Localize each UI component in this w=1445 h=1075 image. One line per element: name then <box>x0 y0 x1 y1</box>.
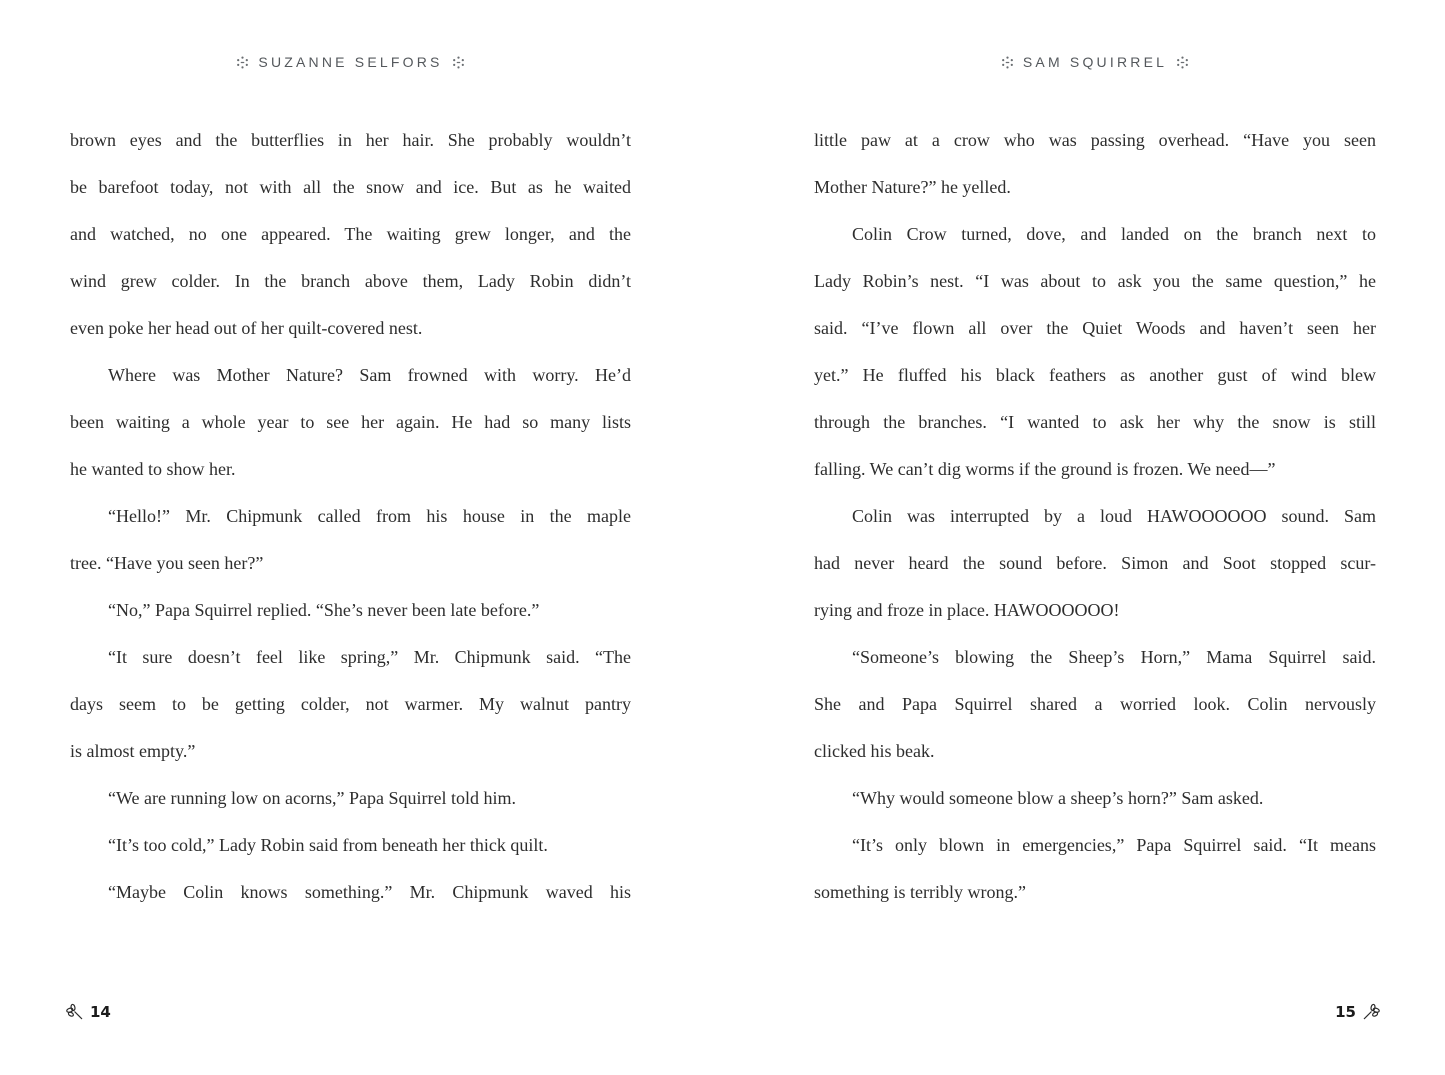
text-line: is almost empty.” <box>70 741 196 761</box>
text-line: “Someone’s blowing the Sheep’s Horn,” Mama Squirrel said. <box>852 647 1376 667</box>
text-line: “Hello!” Mr. Chipmunk called from his house in the maple <box>108 506 631 526</box>
text-line: days seem to be getting colder, not warmer. My walnut pantry <box>70 694 631 714</box>
text-line: little paw at a crow who was passing overhead. “Have you seen <box>814 130 1376 150</box>
text-line: be barefoot today, not with all the snow and ice. But as he waited <box>70 177 631 197</box>
text-line: “Maybe Colin knows something.” Mr. Chipmunk waved his <box>108 882 631 902</box>
text-line: brown eyes and the butterflies in her hair. She probably wouldn’t <box>70 130 631 150</box>
text-line: he wanted to show her. <box>70 459 236 479</box>
page-number: 15 <box>1335 1003 1356 1021</box>
text-line: Where was Mother Nature? Sam frowned with worry. He’d <box>108 365 631 385</box>
text-line: Lady Robin’s nest. “I was about to ask you the same question,” he <box>814 271 1376 291</box>
text-line: She and Papa Squirrel shared a worried look. Colin nervously <box>814 694 1376 714</box>
text-line: Mother Nature?” he yelled. <box>814 177 1011 197</box>
text-line: something is terribly wrong.” <box>814 882 1026 902</box>
text-line: clicked his beak. <box>814 741 935 761</box>
snowflake-ornament-icon <box>1176 56 1189 69</box>
text-line: wind grew colder. In the branch above them, Lady Robin didn’t <box>70 271 631 291</box>
text-line: been waiting a whole year to see her again. He had so many lists <box>70 412 631 432</box>
text-line: and watched, no one appeared. The waiting grew longer, and the <box>70 224 631 244</box>
text-line: rying and froze in place. HAWOOOOOO! <box>814 600 1120 620</box>
text-line: “No,” Papa Squirrel replied. “She’s never been late before.” <box>108 600 540 620</box>
text-line: Colin Crow turned, dove, and landed on the branch next to <box>852 224 1376 244</box>
snowflake-ornament-icon <box>452 56 465 69</box>
snowflake-ornament-icon <box>236 56 249 69</box>
text-line: “It’s too cold,” Lady Robin said from beneath her thick quilt. <box>108 835 548 855</box>
snowflake-ornament-icon <box>1001 56 1014 69</box>
sprig-ornament-icon <box>66 1003 85 1022</box>
text-line: said. “I’ve flown all over the Quiet Woods and haven’t seen her <box>814 318 1376 338</box>
text-line: yet.” He fluffed his black feathers as another gust of wind blew <box>814 365 1376 385</box>
text-line: through the branches. “I wanted to ask her why the snow is still <box>814 412 1376 432</box>
text-line: “We are running low on acorns,” Papa Squirrel told him. <box>108 788 516 808</box>
text-line: even poke her head out of her quilt-covered nest. <box>70 318 423 338</box>
footer-right <box>1335 1000 1380 1024</box>
page-number: 14 <box>90 1003 111 1021</box>
text-line: “It sure doesn’t feel like spring,” Mr. Chipmunk said. “The <box>108 647 631 667</box>
text-line: tree. “Have you seen her?” <box>70 553 264 573</box>
running-head-author-text: SUZANNE SELFORS <box>258 54 443 70</box>
footer-left <box>66 1000 111 1024</box>
text-line: falling. We can’t dig worms if the ground is frozen. We need—” <box>814 459 1276 479</box>
page-left-text <box>70 117 631 916</box>
running-head-title <box>814 54 1376 70</box>
text-line: “It’s only blown in emergencies,” Papa Squirrel said. “It means <box>852 835 1376 855</box>
text-line: “Why would someone blow a sheep’s horn?” Sam asked. <box>852 788 1264 808</box>
page-right-text <box>814 117 1376 916</box>
running-head-title-text: SAM SQUIRREL <box>1022 54 1168 70</box>
sprig-ornament-icon <box>1361 1003 1380 1022</box>
text-line: had never heard the sound before. Simon and Soot stopped scur- <box>814 553 1376 573</box>
text-line: Colin was interrupted by a loud HAWOOOOOO sound. Sam <box>852 506 1376 526</box>
running-head-author <box>70 54 631 70</box>
